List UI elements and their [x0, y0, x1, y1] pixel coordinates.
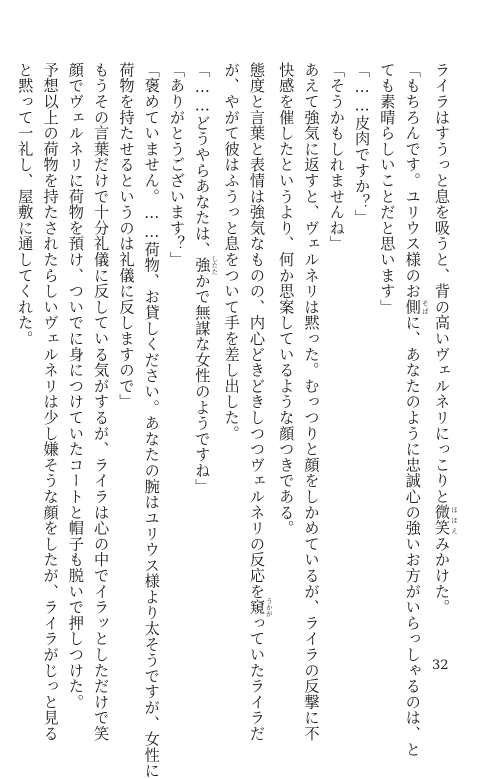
text-segment: みかけた。 — [433, 536, 451, 616]
ruby-base: 微笑 — [433, 504, 451, 537]
text-segment: っていたライラだ — [247, 615, 266, 742]
text-segment: 「もちろんです。ユリウス様のお — [403, 62, 422, 299]
text-line — [298, 62, 323, 742]
text-segment: 顔でヴェルネリに荷物を預け、ついでに身につけていたコートと帽子も脱いで押しつけた。 — [66, 62, 85, 710]
text-line — [218, 62, 243, 622]
ruby-annotation — [193, 255, 219, 275]
ruby-base: 側 — [403, 299, 422, 315]
text-line — [429, 62, 458, 622]
text-segment: 荷物を持たせるというのは礼儀に反しますので」 — [117, 62, 136, 410]
text-line — [244, 62, 273, 742]
text-line — [113, 62, 138, 622]
text-segment: ライラはすうっと息を吸うと、背の高いヴェルネリにっこりと — [433, 62, 451, 505]
text-segment: 態度と言葉と表情は強気なものの、内心どきどきしつつヴェルネリの反応を — [247, 62, 266, 600]
text-segment: 予想以上の荷物を持たされたらしいヴェルネリは少し嫌そうな顔をしたが、ライラがじっと見る — [41, 62, 60, 742]
text-segment: かで無謀な女性のようですね」 — [193, 273, 212, 495]
ruby-base: 強 — [193, 255, 212, 275]
text-line — [189, 62, 218, 622]
page-number: 32 — [432, 658, 449, 673]
ruby-base: 窺 — [247, 597, 266, 617]
text-segment: 「ありがとうございます？」 — [168, 62, 187, 268]
text-line — [88, 62, 113, 742]
text-line — [138, 62, 163, 779]
text-segment: が、やがて彼はふうっと息をついて手を差し出した。 — [222, 62, 241, 442]
ruby-annotation — [403, 299, 429, 315]
ruby-reading: うかが — [264, 597, 273, 617]
text-segment: 「そうかもしれませんね」 — [327, 62, 346, 252]
text-segment: に、あなたのように忠誠心の強いお方がいらっしゃるのは、と — [403, 314, 422, 758]
text-segment: 快感を催したというより、何か思案しているような顔つきである。 — [277, 62, 296, 536]
text-segment: あえて強気に返すと、ヴェルネリは黙った。むっつりと顔をしかめているが、ライラの反撃に不 — [302, 62, 321, 742]
ruby-annotation — [247, 597, 273, 617]
text-line — [63, 62, 88, 710]
ruby-annotation — [433, 504, 458, 537]
ruby-reading: したた — [210, 255, 219, 275]
text-line — [164, 62, 189, 622]
text-line — [374, 62, 399, 622]
text-segment: と黙って一礼し、屋敷に通してくれた。 — [16, 62, 35, 347]
text-line — [273, 62, 298, 622]
ruby-reading: そば — [420, 299, 429, 315]
text-line — [37, 62, 62, 742]
text-segment: 「……どうやらあなたは、 — [193, 62, 212, 258]
text-segment: 「褒めていません。……荷物、お貸しください。あなたの腕はユリウス様より太そうですが、女性に — [142, 62, 161, 779]
text-line — [12, 62, 37, 622]
text-segment: 「……皮肉ですか？」 — [353, 62, 372, 226]
text-line — [324, 62, 349, 622]
ruby-reading: ほほえ — [450, 504, 458, 537]
text-line — [349, 62, 374, 622]
text-segment: ても素晴らしいことだと思います」 — [378, 62, 397, 315]
text-line — [399, 62, 429, 758]
text-segment: もうその言葉だけで十分礼儀に反している気がするが、ライラは心の中でイラッとしただけで笑 — [92, 62, 111, 742]
